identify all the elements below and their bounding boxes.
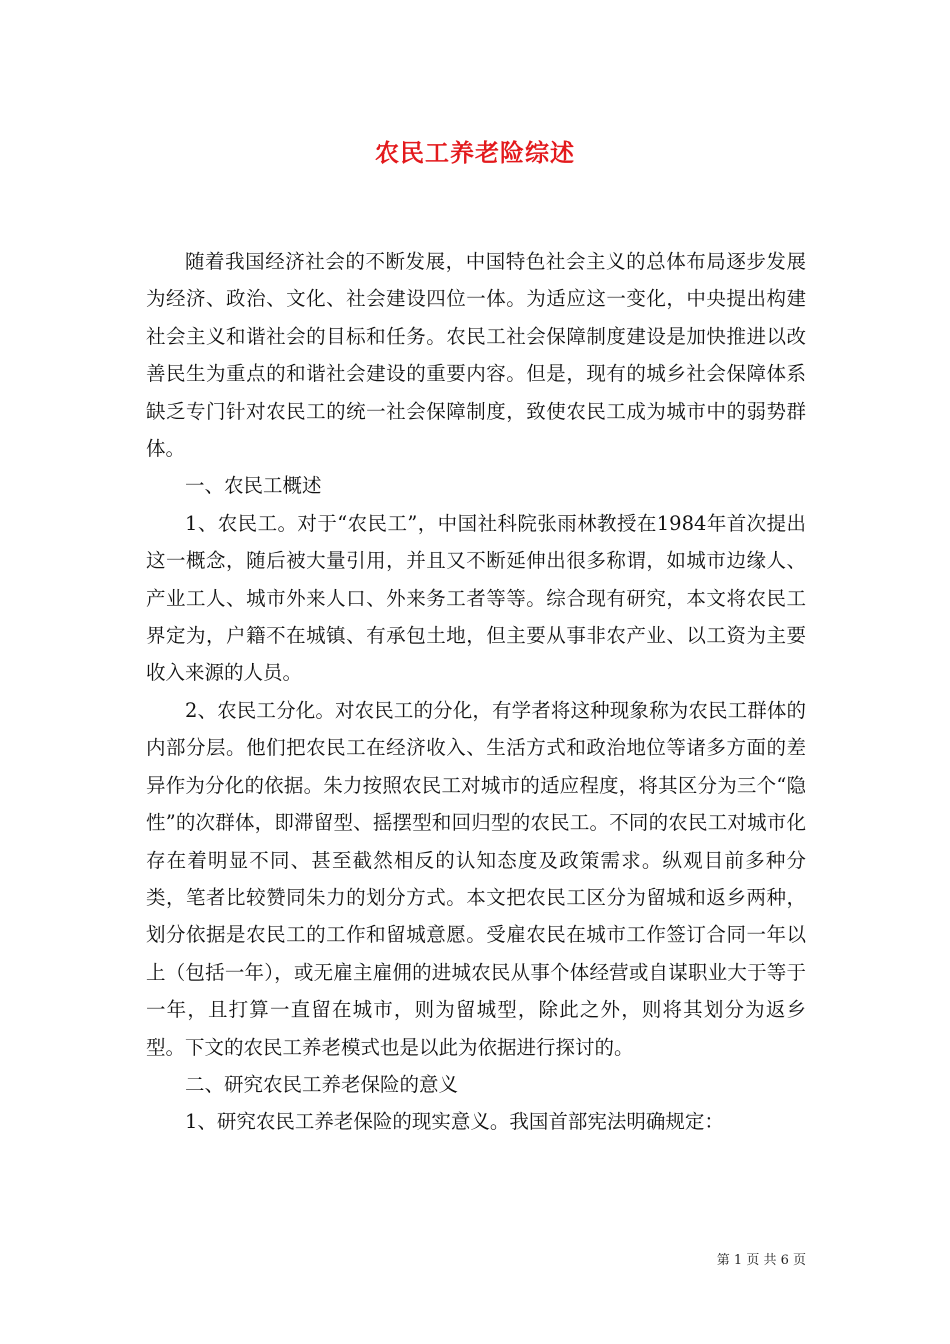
document-body (146, 243, 806, 1141)
document-title: 农民工养老险综述 (375, 138, 575, 167)
section-heading-1: 一、农民工概述 (185, 474, 322, 498)
intro-paragraph: 随着我国经济社会的不断发展，中国特色社会主义的总体布局逐步发展为经济、政治、文化、社会建设四位一体。为适应这一变化，中央提出构建社会主义和谐社会的目标和任务。农民工社会保障制度建设是加快推进以改善民生为重点的和谐社会建设的重要内容。但是，现有的城乡社会保障体系缺乏专门针对农民工的统一社会保障制度，致使农民工成为城市中的弱势群体。 (146, 250, 806, 461)
section-heading-2: 二、研究农民工养老保险的意义 (185, 1072, 459, 1096)
paragraph-migrant-worker-differentiation: 2、农民工分化。对农民工的分化，有学者将这种现象称为农民工群体的内部分层。他们把农民工在经济收入、生活方式和政治地位等诸多方面的差异作为分化的依据。朱力按照农民工对城市的适应程度，将其区分为三个“隐性”的次群体，即滞留型、摇摆型和回归型的农民工。不同的农民工对城市化存在着明显不同、甚至截然相反的认知态度及政策需求。纵观目前多种分类，笔者比较赞同朱力的划分方式。本文把农民工区分为留城和返乡两种，划分依据是农民工的工作和留城意愿。受雇农民在城市工作签订合同一年以上（包括一年），或无雇主雇佣的进城农民从事个体经营或自谋职业大于等于一年，且打算一直留在城市，则为留城型，除此之外，则将其划分为返乡型。下文的农民工养老模式也是以此为依据进行探讨的。 (146, 698, 806, 1059)
page-number-footer: 第 1 页 共 6 页 (716, 1253, 806, 1268)
paragraph-migrant-worker-definition: 1、农民工。对于“农民工”，中国社科院张雨林教授在1984年首次提出这一概念，随后被大量引用，并且又不断延伸出很多称谓，如城市边缘人、产业工人、城市外来人口、外来务工者等等。综合现有研究，本文将农民工界定为，户籍不在城镇、有承包土地，但主要从事非农产业、以工资为主要收入来源的人员。 (146, 511, 806, 685)
paragraph-practical-significance: 1、研究农民工养老保险的现实意义。我国首部宪法明确规定： (185, 1110, 724, 1134)
